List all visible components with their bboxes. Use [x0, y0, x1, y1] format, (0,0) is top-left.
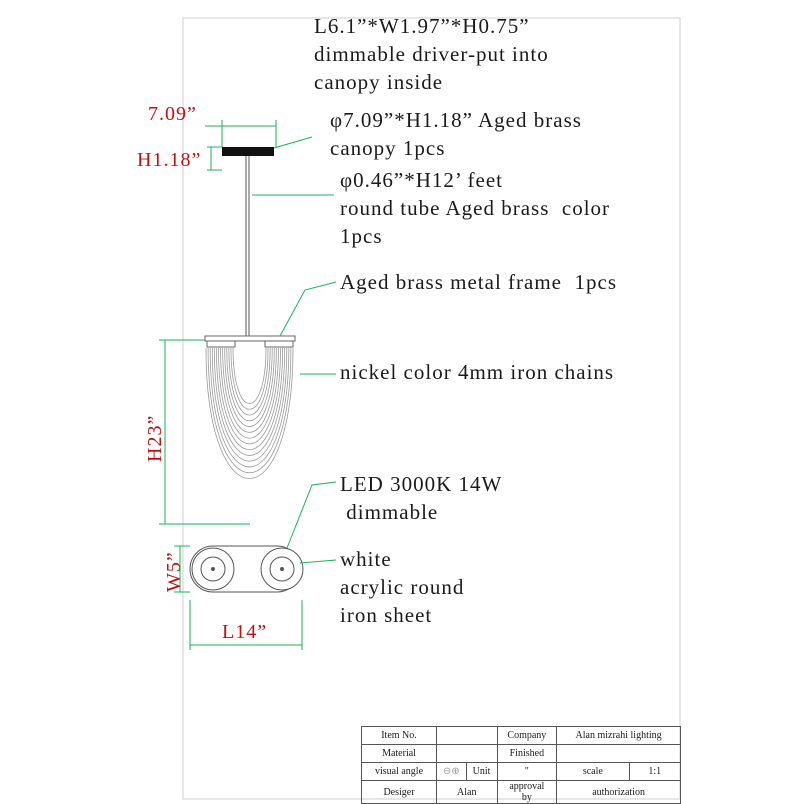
- base-length-label: L14”: [222, 621, 268, 643]
- canopy-height-dimension: [207, 147, 222, 170]
- base-discs: [190, 546, 303, 592]
- frame-note: Aged brass metal frame 1pcs: [340, 270, 617, 294]
- base-width-label: W5”: [163, 551, 185, 592]
- canopy-note: φ7.09”*H1.18” Aged brass canopy 1pcs: [330, 108, 582, 160]
- unit-value: ": [497, 763, 557, 781]
- leader-lines: [252, 137, 336, 563]
- canopy-height-label: H1.18”: [137, 149, 202, 171]
- chains-note: nickel color 4mm iron chains: [340, 360, 615, 384]
- led-note: LED 3000K 14W dimmable: [340, 472, 503, 524]
- tube-shape: [246, 156, 249, 336]
- item-no-label: Item No.: [362, 727, 437, 745]
- authorization-label: authorization: [557, 781, 681, 804]
- chains-body: [206, 348, 293, 479]
- company-label: Company: [497, 727, 557, 745]
- chain-strand: [216, 348, 282, 450]
- finished-label: Finished: [497, 745, 557, 763]
- approval-label: approval by: [497, 781, 557, 804]
- scale-value: 1:1: [629, 763, 681, 781]
- unit-label: Unit: [466, 763, 497, 781]
- body-height-label: H23”: [144, 414, 166, 462]
- item-no-value: [437, 727, 498, 745]
- title-block: [361, 726, 681, 804]
- designer-label: Desiger: [362, 781, 437, 804]
- material-label: Material: [362, 745, 437, 763]
- chain-strand: [208, 348, 291, 473]
- body-height-dimension: [159, 340, 250, 524]
- chain-strand: [218, 348, 280, 444]
- frame-shape: [205, 336, 295, 347]
- canopy-width-dimension: [205, 120, 276, 147]
- canopy-shape: [222, 147, 274, 156]
- scale-label: scale: [557, 763, 629, 781]
- tube-note: φ0.46”*H12’ feet round tube Aged brass color 1pcs: [340, 168, 611, 248]
- chain-strand: [231, 348, 268, 409]
- finished-value: [557, 745, 681, 763]
- driver-note: L6.1”*W1.97”*H0.75” dimmable driver-put into canopy inside: [314, 14, 549, 94]
- acrylic-note: white acrylic round iron sheet: [340, 547, 465, 627]
- visual-angle-icon: ⊖⊕: [437, 763, 467, 781]
- material-value: [437, 745, 498, 763]
- designer-value: Alan: [437, 781, 498, 804]
- chain-strand: [233, 348, 266, 404]
- visual-angle-label: visual angle: [362, 763, 437, 781]
- canopy-width-label: 7.09”: [148, 103, 197, 125]
- company-value: Alan mizrahi lighting: [557, 727, 681, 745]
